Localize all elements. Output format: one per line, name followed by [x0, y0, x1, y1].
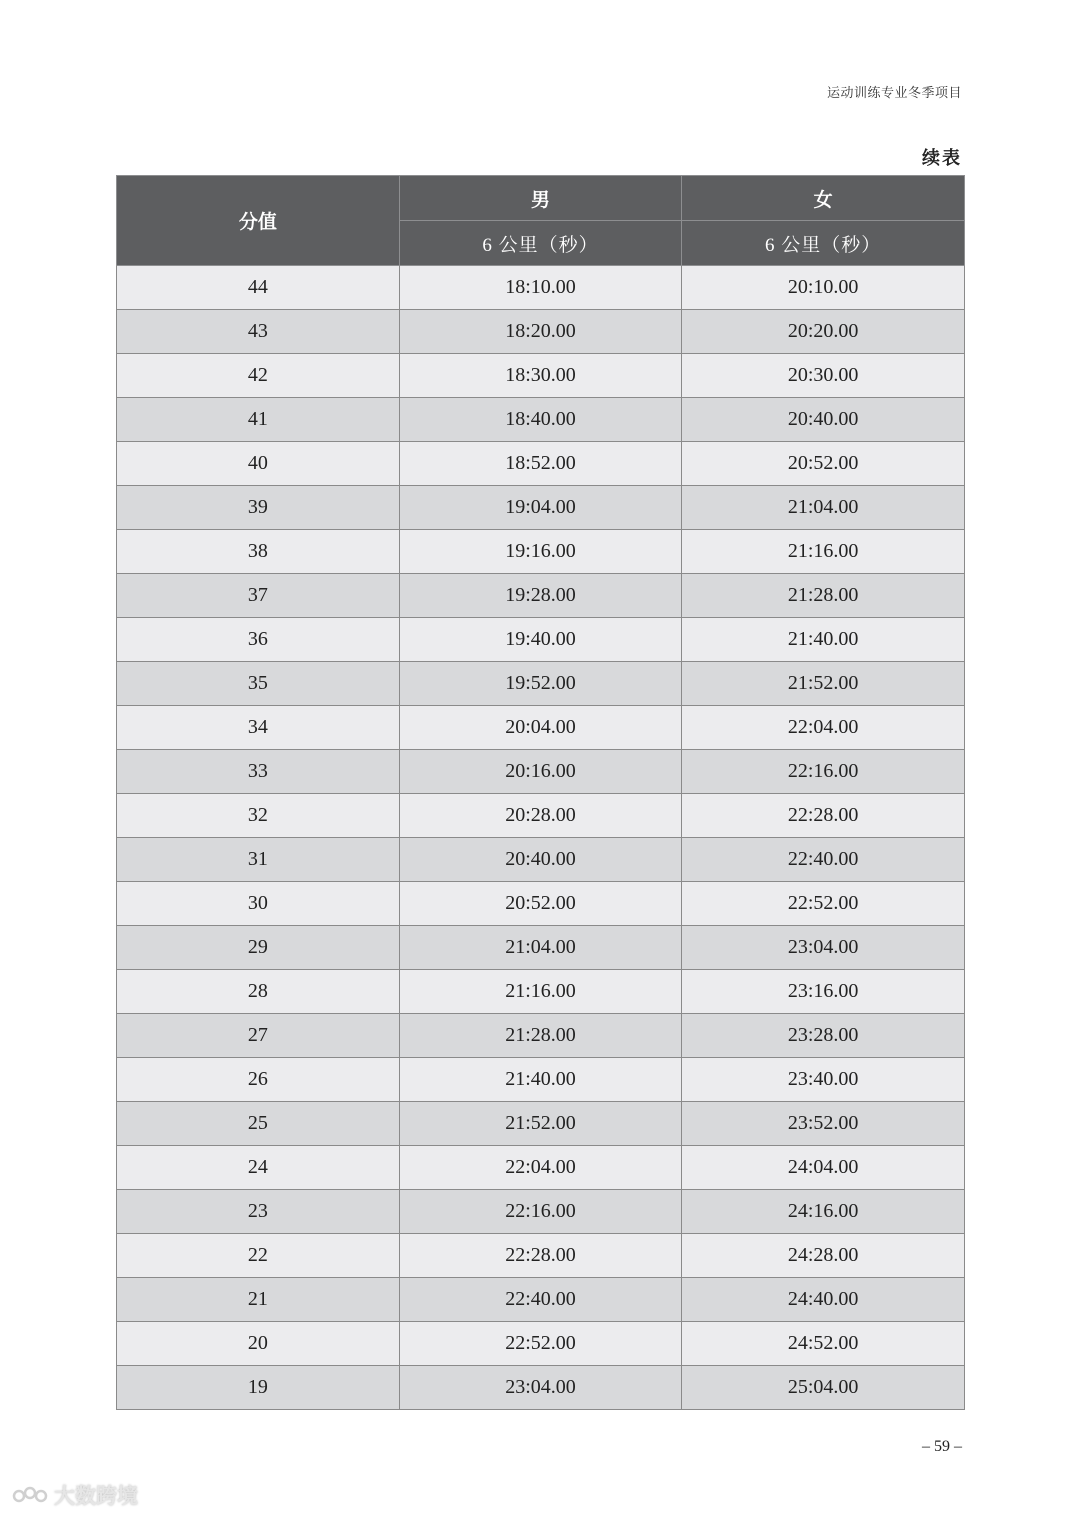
cell-male-time: 21:28.00 — [399, 1014, 682, 1058]
cell-score: 24 — [117, 1146, 400, 1190]
cell-female-time: 22:52.00 — [682, 882, 965, 926]
cell-female-time: 23:52.00 — [682, 1102, 965, 1146]
cell-score: 39 — [117, 486, 400, 530]
cell-score: 40 — [117, 442, 400, 486]
cell-score: 42 — [117, 354, 400, 398]
cell-male-time: 19:16.00 — [399, 530, 682, 574]
cell-score: 27 — [117, 1014, 400, 1058]
cell-female-time: 23:28.00 — [682, 1014, 965, 1058]
cell-score: 35 — [117, 662, 400, 706]
table-row — [117, 1366, 965, 1410]
cell-score: 23 — [117, 1190, 400, 1234]
cell-female-time: 23:40.00 — [682, 1058, 965, 1102]
cell-female-time: 20:30.00 — [682, 354, 965, 398]
cell-score: 38 — [117, 530, 400, 574]
cell-female-time: 24:16.00 — [682, 1190, 965, 1234]
cell-female-time: 24:28.00 — [682, 1234, 965, 1278]
cell-score: 32 — [117, 794, 400, 838]
cell-male-time: 21:04.00 — [399, 926, 682, 970]
table-row — [117, 486, 965, 530]
cell-score: 30 — [117, 882, 400, 926]
header-female-6km: 6 公里（秒） — [682, 221, 965, 266]
cell-male-time: 19:40.00 — [399, 618, 682, 662]
cell-female-time: 23:04.00 — [682, 926, 965, 970]
cell-male-time: 20:28.00 — [399, 794, 682, 838]
header-male: 男 — [399, 176, 682, 221]
header-male-6km: 6 公里（秒） — [399, 221, 682, 266]
cell-male-time: 20:16.00 — [399, 750, 682, 794]
cell-score: 34 — [117, 706, 400, 750]
cell-score: 19 — [117, 1366, 400, 1410]
cell-male-time: 21:16.00 — [399, 970, 682, 1014]
cell-score: 20 — [117, 1322, 400, 1366]
cell-female-time: 21:40.00 — [682, 618, 965, 662]
cell-male-time: 22:04.00 — [399, 1146, 682, 1190]
table-row — [117, 970, 965, 1014]
cell-score: 26 — [117, 1058, 400, 1102]
table-row — [117, 1322, 965, 1366]
cell-female-time: 24:04.00 — [682, 1146, 965, 1190]
cell-female-time: 25:04.00 — [682, 1366, 965, 1410]
cell-male-time: 18:20.00 — [399, 310, 682, 354]
table-row — [117, 1234, 965, 1278]
cell-female-time: 20:52.00 — [682, 442, 965, 486]
table-row — [117, 1146, 965, 1190]
table-row — [117, 1102, 965, 1146]
cell-score: 43 — [117, 310, 400, 354]
cell-female-time: 22:28.00 — [682, 794, 965, 838]
table-row — [117, 838, 965, 882]
running-head: 运动训练专业冬季项目 — [826, 85, 962, 100]
cell-male-time: 19:04.00 — [399, 486, 682, 530]
cell-male-time: 23:04.00 — [399, 1366, 682, 1410]
cell-female-time: 20:40.00 — [682, 398, 965, 442]
cell-female-time: 22:40.00 — [682, 838, 965, 882]
cell-male-time: 18:30.00 — [399, 354, 682, 398]
table-body — [117, 266, 965, 1410]
table-row — [117, 794, 965, 838]
cell-female-time: 21:16.00 — [682, 530, 965, 574]
table-row — [117, 1014, 965, 1058]
table-row — [117, 1278, 965, 1322]
table-row — [117, 882, 965, 926]
watermark-text: 大数跨境 — [54, 1485, 138, 1508]
cell-male-time: 20:40.00 — [399, 838, 682, 882]
table-row — [117, 706, 965, 750]
table-row — [117, 618, 965, 662]
brand-logo-icon — [12, 1484, 48, 1506]
table-continued-label: 续表 — [922, 148, 962, 168]
cell-score: 31 — [117, 838, 400, 882]
cell-male-time: 20:04.00 — [399, 706, 682, 750]
table-row — [117, 530, 965, 574]
header-female: 女 — [682, 176, 965, 221]
table-row — [117, 926, 965, 970]
table-row — [117, 574, 965, 618]
header-score: 分值 — [117, 176, 400, 266]
cell-female-time: 21:04.00 — [682, 486, 965, 530]
table-row — [117, 1190, 965, 1234]
cell-female-time: 20:10.00 — [682, 266, 965, 310]
cell-female-time: 22:16.00 — [682, 750, 965, 794]
cell-male-time: 20:52.00 — [399, 882, 682, 926]
cell-male-time: 22:52.00 — [399, 1322, 682, 1366]
cell-score: 28 — [117, 970, 400, 1014]
cell-score: 25 — [117, 1102, 400, 1146]
table-row — [117, 310, 965, 354]
cell-male-time: 18:40.00 — [399, 398, 682, 442]
watermark — [12, 1480, 138, 1510]
cell-male-time: 18:10.00 — [399, 266, 682, 310]
cell-female-time: 24:52.00 — [682, 1322, 965, 1366]
cell-score: 22 — [117, 1234, 400, 1278]
cell-male-time: 21:52.00 — [399, 1102, 682, 1146]
table-row — [117, 662, 965, 706]
cell-male-time: 19:52.00 — [399, 662, 682, 706]
table-row — [117, 266, 965, 310]
table-row — [117, 398, 965, 442]
score-table — [116, 175, 965, 1410]
cell-male-time: 22:16.00 — [399, 1190, 682, 1234]
table-row — [117, 750, 965, 794]
table-row — [117, 442, 965, 486]
cell-female-time: 24:40.00 — [682, 1278, 965, 1322]
cell-male-time: 22:40.00 — [399, 1278, 682, 1322]
cell-female-time: 22:04.00 — [682, 706, 965, 750]
cell-male-time: 18:52.00 — [399, 442, 682, 486]
cell-female-time: 23:16.00 — [682, 970, 965, 1014]
page-number: – 59 – — [922, 1438, 962, 1455]
cell-score: 41 — [117, 398, 400, 442]
cell-score: 21 — [117, 1278, 400, 1322]
cell-score: 37 — [117, 574, 400, 618]
cell-female-time: 21:52.00 — [682, 662, 965, 706]
table-row — [117, 354, 965, 398]
table-header — [117, 176, 965, 266]
table-row — [117, 1058, 965, 1102]
cell-female-time: 20:20.00 — [682, 310, 965, 354]
cell-male-time: 19:28.00 — [399, 574, 682, 618]
cell-score: 29 — [117, 926, 400, 970]
cell-score: 33 — [117, 750, 400, 794]
cell-female-time: 21:28.00 — [682, 574, 965, 618]
cell-score: 36 — [117, 618, 400, 662]
cell-male-time: 21:40.00 — [399, 1058, 682, 1102]
cell-male-time: 22:28.00 — [399, 1234, 682, 1278]
cell-score: 44 — [117, 266, 400, 310]
